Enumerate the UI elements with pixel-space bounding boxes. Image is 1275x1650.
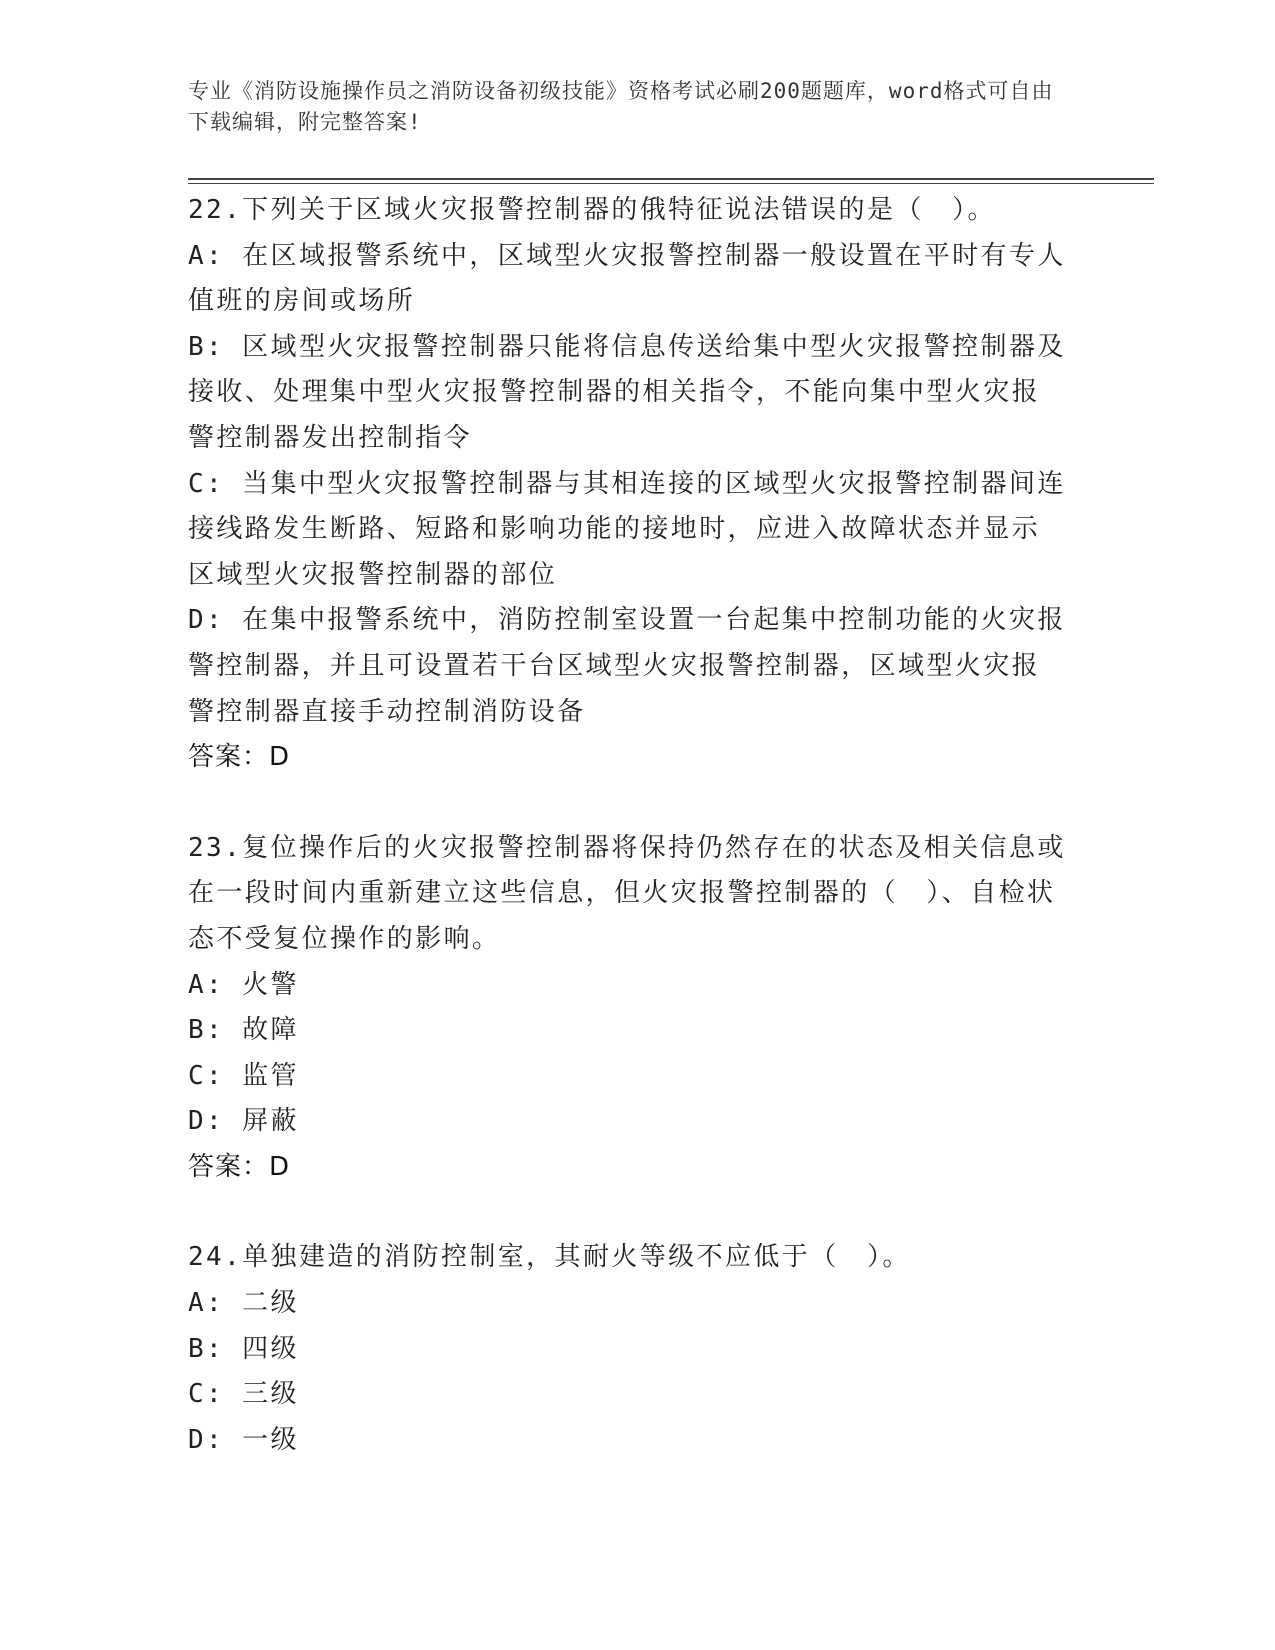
option-c: C: 三级 bbox=[188, 1379, 299, 1410]
question-list bbox=[188, 188, 1068, 1508]
question-stem: 24.单独建造的消防控制室，其耐火等级不应低于（ ）。 bbox=[188, 1242, 911, 1273]
question-24 bbox=[188, 1235, 1068, 1463]
option-a: A: 在区域报警系统中，区域型火灾报警控制器一般设置在平时有专人值班的房间或场所 bbox=[188, 240, 1066, 317]
header-rule-thick bbox=[188, 178, 1154, 180]
option-b: B: 故障 bbox=[188, 1015, 299, 1046]
answer-label: 答案：D bbox=[188, 1151, 291, 1182]
question-stem: 23.复位操作后的火灾报警控制器将保持仍然存在的状态及相关信息或在一段时间内重新建立这些信息，但火灾报警控制器的（ ）、自检状态不受复位操作的影响。 bbox=[188, 832, 1066, 954]
option-c: C: 当集中型火灾报警控制器与其相连接的区域型火灾报警控制器间连接线路发生断路、短路和影响功能的接地时，应进入故障状态并显示区域型火灾报警控制器的部位 bbox=[188, 468, 1066, 590]
option-b: B: 四级 bbox=[188, 1333, 299, 1364]
option-a: A: 二级 bbox=[188, 1288, 299, 1319]
option-b: B: 区域型火灾报警控制器只能将信息传送给集中型火灾报警控制器及接收、处理集中型火灾报警控制器的相关指令，不能向集中型火灾报警控制器发出控制指令 bbox=[188, 331, 1066, 453]
option-c: C: 监管 bbox=[188, 1060, 299, 1091]
option-a: A: 火警 bbox=[188, 969, 299, 1000]
option-d: D: 一级 bbox=[188, 1424, 299, 1455]
option-d: D: 屏蔽 bbox=[188, 1106, 299, 1137]
answer-label: 答案：D bbox=[188, 742, 291, 773]
option-d: D: 在集中报警系统中，消防控制室设置一台起集中控制功能的火灾报警控制器，并且可设置若干台区域型火灾报警控制器，区域型火灾报警控制器直接手动控制消防设备 bbox=[188, 605, 1066, 727]
question-stem: 22.下列关于区域火灾报警控制器的俄特征说法错误的是（ ）。 bbox=[188, 195, 996, 225]
document-header: 专业《消防设施操作员之消防设备初级技能》资格考试必刷200题题库，word格式可自由下载编辑，附完整答案! bbox=[188, 79, 1054, 134]
header-rule-thin bbox=[188, 183, 1154, 184]
question-22 bbox=[188, 188, 1068, 781]
question-23 bbox=[188, 826, 1068, 1191]
